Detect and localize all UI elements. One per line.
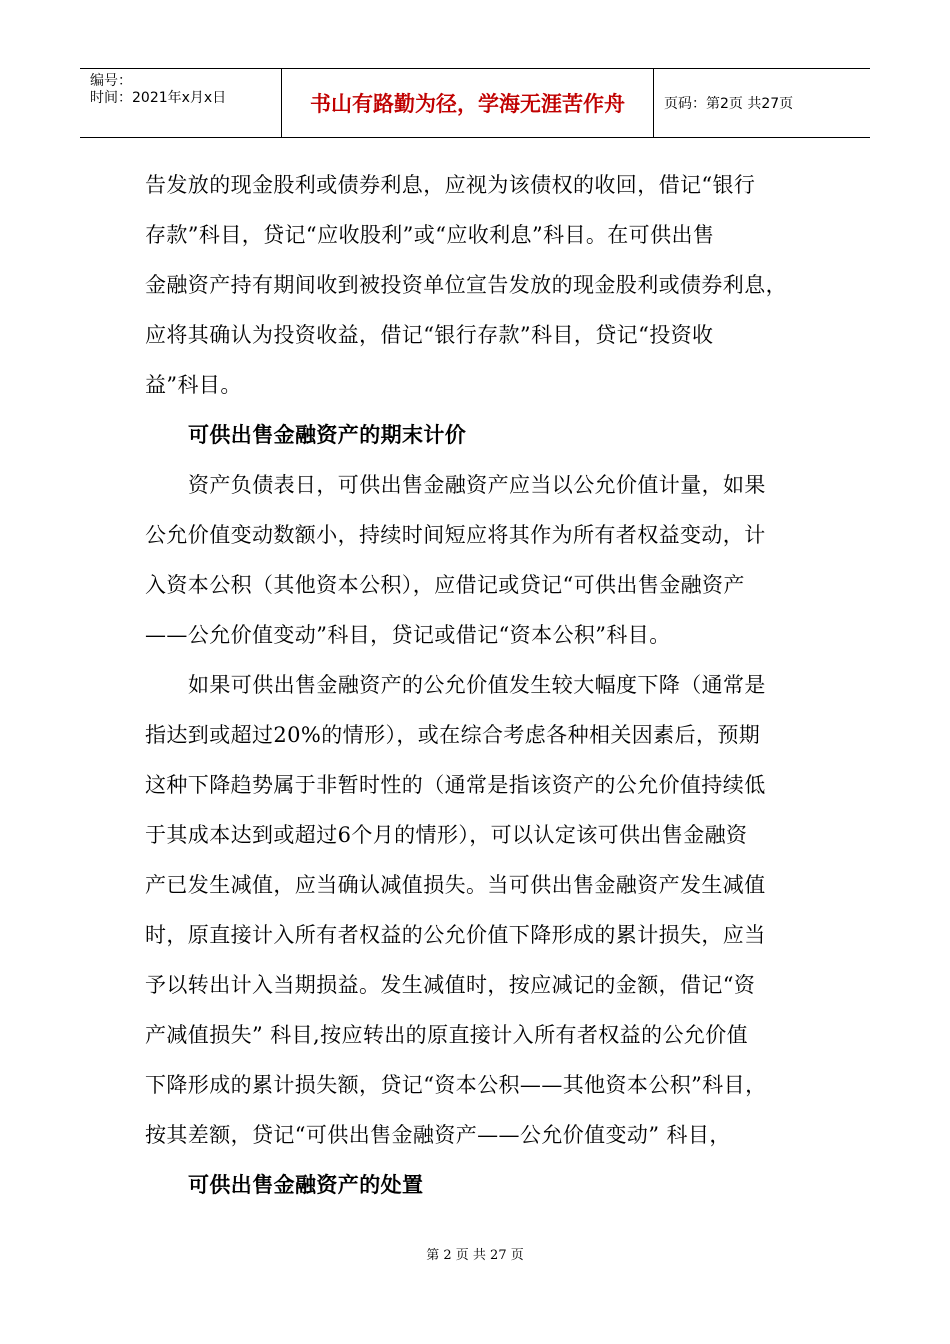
body-line: 予以转出计入当期损益。发生减值时，按应减记的金额，借记“资 — [145, 973, 756, 997]
body-line: 资产负债表日，可供出售金融资产应当以公允价值计量，如果 — [188, 473, 766, 497]
body-line: 产已发生减值，应当确认减值损失。当可供出售金融资产发生减值 — [145, 873, 766, 897]
body-line: 于其成本达到或超过6个月的情形），可以认定该可供出售金融资 — [145, 823, 748, 847]
body-line: 这种下降趋势属于非暂时性的（通常是指该资产的公允价值持续低 — [145, 773, 766, 797]
body-line: 存款”科目，贷记“应收股利”或“应收利息”科目。在可供出售 — [145, 223, 715, 247]
body-line: 时，原直接计入所有者权益的公允价值下降形成的累计损失，应当 — [145, 923, 766, 947]
doc-date: 时间：2021年x月x日 — [90, 90, 227, 106]
body-line: ——公允价值变动”科目，贷记或借记“资本公积”科目。 — [145, 623, 671, 647]
section-heading: 可供出售金融资产的处置 — [188, 1173, 424, 1197]
header-page-label: 页码：第2页 共27页 — [664, 96, 794, 112]
doc-number: 编号： — [90, 73, 132, 89]
header-motto: 书山有路勤为径，学海无涯苦作舟 — [282, 69, 654, 137]
section-heading: 可供出售金融资产的期末计价 — [188, 423, 467, 447]
body-line: 公允价值变动数额小，持续时间短应将其作为所有者权益变动，计 — [145, 523, 766, 547]
body-line: 入资本公积（其他资本公积），应借记或贷记“可供出售金融资产 — [145, 573, 745, 597]
body-line: 如果可供出售金融资产的公允价值发生较大幅度下降（通常是 — [188, 673, 766, 697]
body-line: 金融资产持有期间收到被投资单位宣告发放的现金股利或债券利息， — [145, 273, 787, 297]
body-line: 益”科目。 — [145, 373, 242, 397]
body-line: 下降形成的累计损失额，贷记“资本公积——其他资本公积”科目， — [145, 1073, 767, 1097]
header-meta — [80, 69, 282, 137]
body-line: 按其差额，贷记“可供出售金融资产——公允价值变动” 科目， — [145, 1123, 731, 1147]
page-footer: 第 2 页 共 27 页 — [426, 1248, 524, 1263]
page-header — [80, 68, 870, 138]
body-line: 应将其确认为投资收益，借记“银行存款”科目，贷记“投资收 — [145, 323, 714, 347]
body-line: 告发放的现金股利或债券利息，应视为该债权的收回，借记“银行 — [145, 173, 756, 197]
body-line: 产减值损失” 科目,按应转出的原直接计入所有者权益的公允价值 — [145, 1023, 749, 1047]
body-line: 指达到或超过20%的情形），或在综合考虑各种相关因素后，预期 — [145, 723, 761, 747]
document-body — [145, 160, 810, 1210]
